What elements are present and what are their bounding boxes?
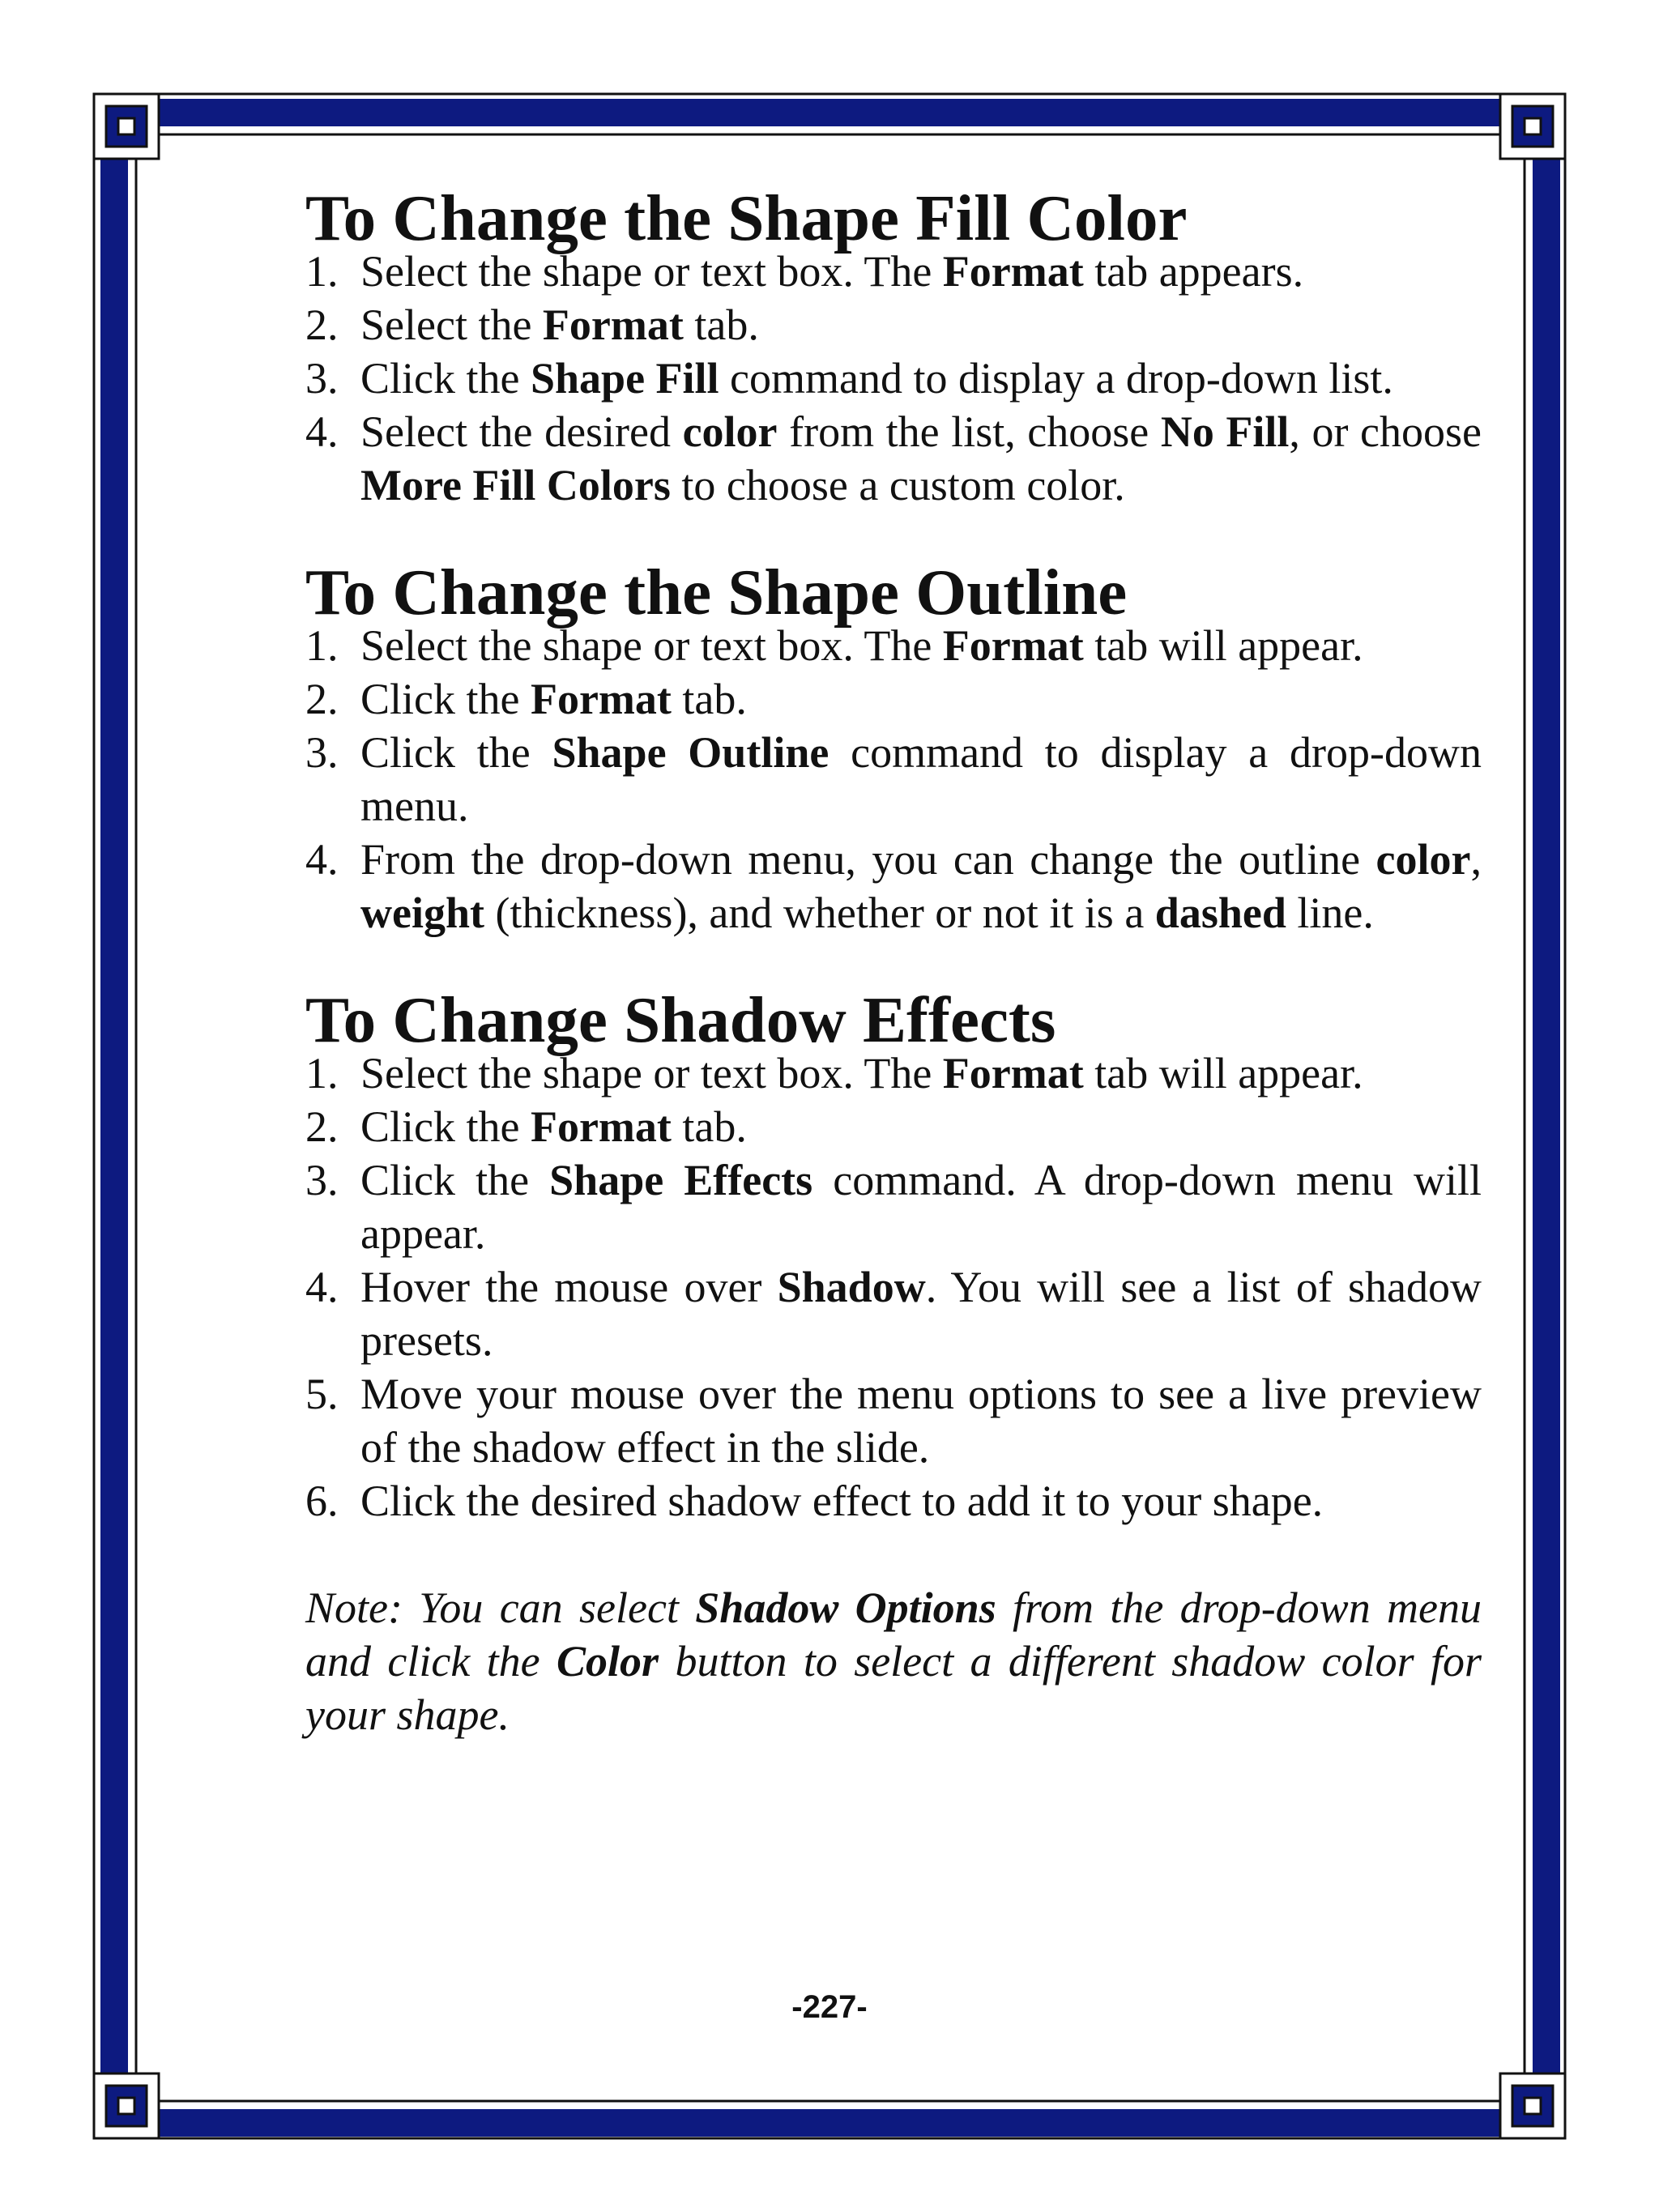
text-run: button to select a different shadow color for your shape. bbox=[305, 1637, 1482, 1739]
step-item bbox=[305, 352, 1482, 405]
step-number: 2. bbox=[305, 300, 339, 349]
bold-term: color bbox=[1375, 835, 1471, 884]
step-item bbox=[305, 1100, 1482, 1153]
bold-term: Shadow bbox=[777, 1263, 926, 1311]
bold-term: Format bbox=[942, 1049, 1084, 1097]
text-run: Select the desired bbox=[360, 407, 683, 456]
step-item bbox=[305, 1153, 1482, 1260]
step-number: 3. bbox=[305, 354, 339, 403]
corner-ornament-top-right bbox=[1500, 94, 1565, 159]
bold-term: Shape Outline bbox=[552, 728, 830, 777]
section-shadow-effects bbox=[305, 983, 1482, 1528]
text-run: (thickness), and whether or not it is a bbox=[484, 889, 1155, 937]
text-run: tab. bbox=[671, 675, 747, 723]
text-run: tab will appear. bbox=[1083, 621, 1363, 670]
corner-ornament-top-left bbox=[94, 94, 159, 159]
text-run: , or choose bbox=[1289, 407, 1482, 456]
bold-term: Color bbox=[557, 1637, 659, 1686]
step-number: 4. bbox=[305, 407, 339, 456]
step-item bbox=[305, 1260, 1482, 1367]
bold-term: Format bbox=[542, 300, 684, 349]
section-title: To Change Shadow Effects bbox=[305, 983, 1056, 1056]
bold-term: Format bbox=[530, 1102, 672, 1151]
step-number: 1. bbox=[305, 247, 339, 296]
steps-list bbox=[305, 1046, 1482, 1528]
bold-term: More Fill Colors bbox=[360, 461, 671, 509]
step-number: 4. bbox=[305, 1263, 339, 1311]
text-run: command to display a drop-down menu. bbox=[360, 728, 1482, 830]
text-run: line. bbox=[1286, 889, 1374, 937]
step-item bbox=[305, 833, 1482, 940]
text-run: tab will appear. bbox=[1083, 1049, 1363, 1097]
text-run: Note: You can select bbox=[305, 1583, 696, 1632]
steps-list bbox=[305, 245, 1482, 512]
page-content bbox=[305, 181, 1482, 1741]
text-run: Move your mouse over the menu options to see a live preview of the shadow effect in the slide. bbox=[360, 1370, 1482, 1472]
text-run: , bbox=[1470, 835, 1482, 884]
text-run: Select the shape or text box. The bbox=[360, 621, 943, 670]
bold-term: No Fill bbox=[1160, 407, 1290, 456]
text-run: tab appears. bbox=[1083, 247, 1304, 296]
corner-ornament-bottom-right bbox=[1500, 2073, 1565, 2138]
step-number: 4. bbox=[305, 835, 339, 884]
step-item bbox=[305, 405, 1482, 512]
text-run: command to display a drop-down list. bbox=[719, 354, 1393, 403]
section-fill-color bbox=[305, 181, 1482, 512]
text-run: Click the bbox=[360, 728, 552, 777]
step-item bbox=[305, 245, 1482, 298]
section-title: To Change the Shape Fill Color bbox=[305, 181, 1188, 254]
step-number: 1. bbox=[305, 621, 339, 670]
step-item bbox=[305, 619, 1482, 672]
text-run: from the list, choose bbox=[777, 407, 1161, 456]
step-number: 1. bbox=[305, 1049, 339, 1097]
section-outline bbox=[305, 556, 1482, 940]
step-item bbox=[305, 298, 1482, 352]
text-run: from the drop-down menu and click the bbox=[305, 1583, 1482, 1686]
step-number: 6. bbox=[305, 1477, 339, 1525]
bold-term: Format bbox=[942, 247, 1084, 296]
bold-term: color bbox=[682, 407, 778, 456]
bold-term: dashed bbox=[1154, 889, 1286, 937]
text-run: tab. bbox=[683, 300, 759, 349]
text-run: Hover the mouse over bbox=[360, 1263, 778, 1311]
text-run: . You will see a list of shadow presets. bbox=[360, 1263, 1482, 1365]
text-run: Select the shape or text box. The bbox=[360, 1049, 943, 1097]
bold-term: Shape Effects bbox=[549, 1156, 813, 1204]
step-item bbox=[305, 672, 1482, 726]
bold-term: Format bbox=[530, 675, 672, 723]
text-run: Select the bbox=[360, 300, 543, 349]
text-run: From the drop-down menu, you can change the outline bbox=[360, 835, 1376, 884]
step-item bbox=[305, 726, 1482, 833]
text-run: command. A drop-down menu will appear. bbox=[360, 1156, 1482, 1258]
step-item bbox=[305, 1046, 1482, 1100]
step-number: 5. bbox=[305, 1370, 339, 1418]
bold-term: Shadow Options bbox=[695, 1583, 996, 1632]
step-number: 3. bbox=[305, 728, 339, 777]
text-run: tab. bbox=[671, 1102, 747, 1151]
step-item bbox=[305, 1474, 1482, 1528]
text-run: Select the shape or text box. The bbox=[360, 247, 943, 296]
step-number: 2. bbox=[305, 1102, 339, 1151]
bold-term: weight bbox=[360, 889, 484, 937]
step-number: 2. bbox=[305, 675, 339, 723]
text-run: Click the desired shadow effect to add it to your shape. bbox=[360, 1477, 1324, 1525]
corner-ornament-bottom-left bbox=[94, 2073, 159, 2138]
step-number: 3. bbox=[305, 1156, 339, 1204]
shadow-options-note bbox=[305, 1581, 1482, 1741]
text-run: Click the bbox=[360, 1156, 550, 1204]
page-number: -227- bbox=[791, 1989, 868, 2025]
bold-term: Shape Fill bbox=[530, 354, 719, 403]
section-title: To Change the Shape Outline bbox=[305, 556, 1128, 629]
bold-term: Format bbox=[942, 621, 1084, 670]
text-run: Click the bbox=[360, 1102, 531, 1151]
text-run: to choose a custom color. bbox=[670, 461, 1125, 509]
text-run: Click the bbox=[360, 675, 531, 723]
step-item bbox=[305, 1367, 1482, 1474]
text-run: Click the bbox=[360, 354, 531, 403]
steps-list bbox=[305, 619, 1482, 940]
